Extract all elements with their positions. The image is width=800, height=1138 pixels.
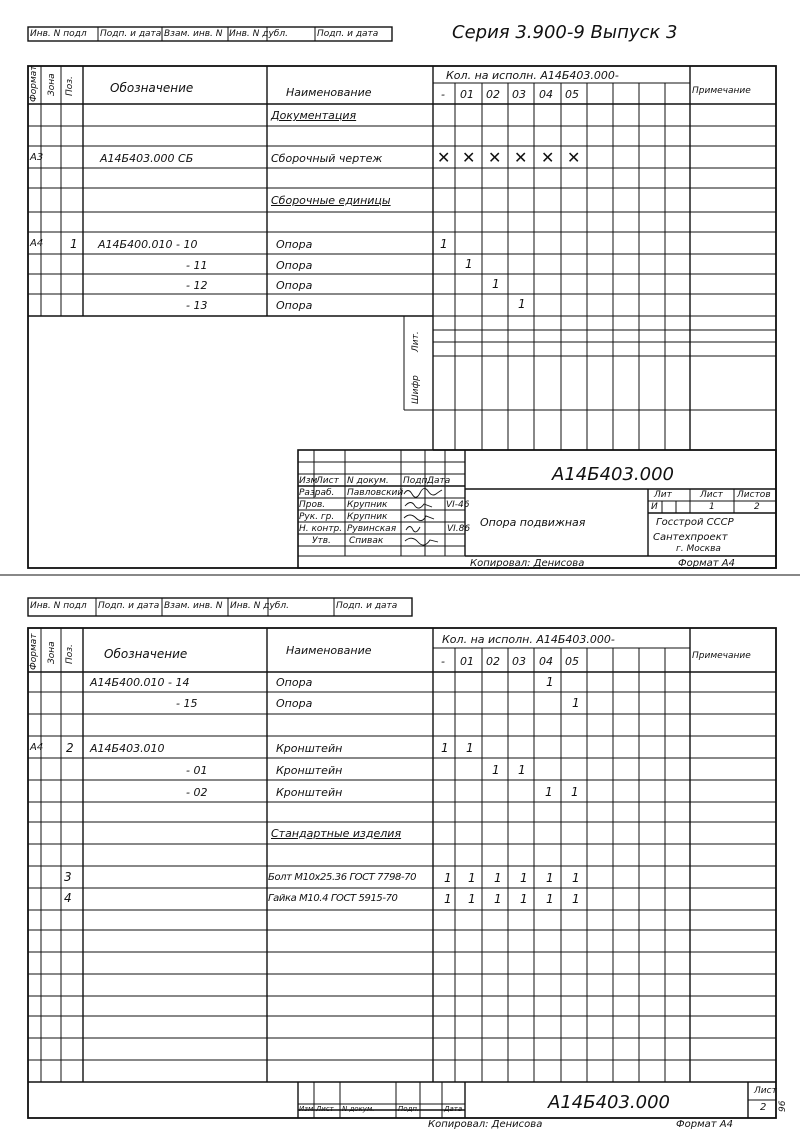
tb-date-1: VI-46 <box>446 500 470 510</box>
tb-format: Формат А4 <box>678 558 735 569</box>
s2-std1-qty-base: 1 <box>444 871 452 885</box>
col-name-header: Наименование <box>286 86 372 99</box>
s2-rowb1-name: Кронштейн <box>276 742 343 755</box>
row4-designation: - 13 <box>186 299 208 312</box>
tb-sheets-label: Листов <box>737 490 771 500</box>
series-title: Серия 3.900-9 Выпуск 3 <box>452 22 678 43</box>
s2-foot-head-doc: N докум. <box>342 1105 375 1113</box>
row4-name: Опора <box>276 299 313 312</box>
s2-sheet-label: Лист <box>754 1086 777 1096</box>
s2-rowa2-name: Опора <box>276 697 313 710</box>
tb-head-date: Дата <box>427 476 451 486</box>
tb-name-approve: Спивак <box>349 536 384 546</box>
variant-03: 03 <box>512 88 526 101</box>
tb-name-dev: Павловский <box>347 488 404 498</box>
s2-rowb2-designation: - 01 <box>186 764 208 777</box>
s2-rowa2-qty: 1 <box>572 696 580 710</box>
tb-title: Опора подвижная <box>480 516 586 529</box>
s2-rowb1-format: А4 <box>30 742 44 753</box>
s2-std2-qty-03: 1 <box>520 892 528 906</box>
s2-std1-qty-04: 1 <box>546 871 554 885</box>
s2-rowb1-pos: 2 <box>66 741 74 755</box>
row1-pos: 1 <box>70 237 78 251</box>
tb-role-norm: Н. контр. <box>299 524 343 534</box>
col-format-header: Формат <box>29 65 39 102</box>
stamp-label-inv-orig: Инв. N подл <box>30 29 87 39</box>
doc-row-mark-04: ✕ <box>541 148 555 167</box>
stamp-label-sign-date-2: Подп. и дата <box>317 29 379 39</box>
col-zone-header: Зона <box>47 73 57 96</box>
doc-row-designation: А14Б403.000 СБ <box>100 152 194 165</box>
tb-org-2: Сантехпроект <box>653 532 728 543</box>
s2-std1-qty-05: 1 <box>572 871 580 885</box>
col-qty-header: Кол. на исполн. А14Б403.000- <box>446 69 619 82</box>
tb-org-1: Госстрой СССР <box>656 517 734 528</box>
side-lit-label: Лит. <box>411 331 421 352</box>
s2-std1-pos: 3 <box>64 870 72 884</box>
s2-side-num: 96 <box>778 1100 788 1112</box>
tb-head-sign: Подп. <box>403 476 431 486</box>
s2-col-format-header: Формат <box>29 633 39 670</box>
row3-name: Опора <box>276 279 313 292</box>
s2-rowa1-qty: 1 <box>546 675 554 689</box>
s2-rowb1-qty-base: 1 <box>441 741 449 755</box>
s2-std1-name: Болт М10х25.36 ГОСТ 7798-70 <box>268 872 417 883</box>
doc-row-mark-01: ✕ <box>462 148 476 167</box>
s2-std2-qty-02: 1 <box>494 892 502 906</box>
s2-std1-qty-03: 1 <box>520 871 528 885</box>
doc-row-format: А3 <box>30 152 44 163</box>
tb-lit-value: И <box>651 502 658 512</box>
tb-head-list: Лист <box>316 476 339 486</box>
row1-designation: А14Б400.010 - 10 <box>98 238 198 251</box>
s2-rowb1-designation: А14Б403.010 <box>90 742 165 755</box>
s2-variant-04: 04 <box>539 655 553 668</box>
stamp-label-sign-date: Подп. и дата <box>100 29 162 39</box>
doc-row-mark-base: ✕ <box>437 148 451 167</box>
s2-col-designation-header: Обозначение <box>104 647 188 661</box>
doc-row-mark-05: ✕ <box>567 148 581 167</box>
col-note-header: Примечание <box>692 86 751 96</box>
s2-col-pos-header: Поз. <box>65 644 75 664</box>
tb-name-norm: Рувинская <box>347 524 397 534</box>
tb-name-check: Крупник <box>347 500 388 510</box>
s2-rowb3-qty-04: 1 <box>545 785 553 799</box>
s2-variant-05: 05 <box>565 655 579 668</box>
tb-sheets-value: 2 <box>754 502 760 512</box>
col-designation-header: Обозначение <box>110 81 194 95</box>
s2-rowb3-qty-05: 1 <box>571 785 579 799</box>
signature-marks <box>402 485 446 547</box>
s2-col-qty-header: Кол. на исполн. А14Б403.000- <box>442 633 615 646</box>
s2-rowb3-name: Кронштейн <box>276 786 343 799</box>
s2-rowb3-designation: - 02 <box>186 786 208 799</box>
variant-02: 02 <box>486 88 500 101</box>
s2-std2-pos: 4 <box>64 891 72 905</box>
s2-std2-qty-05: 1 <box>572 892 580 906</box>
stamp2-label-inv-dup: Инв. N дубл. <box>230 601 289 611</box>
s2-copied: Копировал: Денисова <box>428 1119 543 1130</box>
row2-name: Опора <box>276 259 313 272</box>
s2-variant-base: - <box>441 655 445 668</box>
s2-rowa1-designation: А14Б400.010 - 14 <box>90 676 190 689</box>
row4-qty: 1 <box>518 297 526 311</box>
s2-sheet-value: 2 <box>760 1102 767 1113</box>
tb-role-dev: Разраб. <box>299 488 335 498</box>
tb-city: г. Москва <box>676 544 721 554</box>
s2-rowb2-qty-02: 1 <box>492 763 500 777</box>
doc-row-mark-03: ✕ <box>514 148 528 167</box>
variant-01: 01 <box>460 88 474 101</box>
s2-col-name-header: Наименование <box>286 644 372 657</box>
s2-foot-head-sign: Подп. <box>398 1105 420 1113</box>
s2-rowb2-qty-03: 1 <box>518 763 526 777</box>
s2-std1-qty-02: 1 <box>494 871 502 885</box>
s2-rowa1-name: Опора <box>276 676 313 689</box>
row3-designation: - 12 <box>186 279 208 292</box>
variant-base: - <box>441 88 445 101</box>
s2-format: Формат А4 <box>676 1119 733 1130</box>
s2-section-standard: Стандартные изделия <box>271 827 402 840</box>
row1-qty: 1 <box>440 237 448 251</box>
section-documentation: Документация <box>271 109 357 122</box>
s2-variant-01: 01 <box>460 655 474 668</box>
tb-role-check: Пров. <box>299 500 326 510</box>
tb-role-lead: Рук. гр. <box>299 512 335 522</box>
stamp2-label-sign-date: Подп. и дата <box>98 601 160 611</box>
doc-row-name: Сборочный чертеж <box>271 152 383 165</box>
s2-std2-qty-base: 1 <box>444 892 452 906</box>
section-assemblies: Сборочные единицы <box>271 194 391 207</box>
s2-rowb2-name: Кронштейн <box>276 764 343 777</box>
stamp2-label-inv-orig: Инв. N подл <box>30 601 87 611</box>
row2-qty: 1 <box>465 257 473 271</box>
doc-row-mark-02: ✕ <box>488 148 502 167</box>
row1-format: А4 <box>30 238 44 249</box>
s2-variant-03: 03 <box>512 655 526 668</box>
tb-name-lead: Крупник <box>347 512 388 522</box>
stamp-label-inv-dup: Инв. N дубл. <box>229 29 288 39</box>
s2-col-note-header: Примечание <box>692 651 751 661</box>
stamp2-label-replace: Взам. инв. N <box>164 601 223 611</box>
s2-foot-head-izm: Изм <box>299 1105 314 1113</box>
variant-05: 05 <box>565 88 579 101</box>
stamp-label-replace: Взам. инв. N <box>164 29 223 39</box>
stamp2-label-sign-date-2: Подп. и дата <box>336 601 398 611</box>
side-code-label: Шифр <box>411 375 421 404</box>
tb-sheet-label: Лист <box>700 490 723 500</box>
tb-date-2: VI.86 <box>447 524 471 534</box>
s2-foot-head-list: Лист <box>316 1105 334 1113</box>
tb-lit-label: Лит <box>654 490 672 500</box>
row1-name: Опора <box>276 238 313 251</box>
tb-head-doc: N докум. <box>347 476 389 486</box>
s2-std1-qty-01: 1 <box>468 871 476 885</box>
tb-role-approve: Утв. <box>312 536 331 546</box>
s2-col-zone-header: Зона <box>47 641 57 664</box>
s2-rowb1-qty-01: 1 <box>466 741 474 755</box>
s2-variant-02: 02 <box>486 655 500 668</box>
s2-std2-qty-01: 1 <box>468 892 476 906</box>
s2-rowa2-designation: - 15 <box>176 697 198 710</box>
col-pos-header: Поз. <box>65 76 75 96</box>
variant-04: 04 <box>539 88 553 101</box>
s2-doc-number: А14Б403.000 <box>548 1092 671 1113</box>
row3-qty: 1 <box>492 277 500 291</box>
tb-copied: Копировал: Денисова <box>470 558 585 569</box>
tb-doc-number: А14Б403.000 <box>552 464 675 485</box>
s2-std2-qty-04: 1 <box>546 892 554 906</box>
tb-head-izm: Изм <box>299 476 318 486</box>
s2-foot-head-date: Дата <box>444 1105 463 1113</box>
row2-designation: - 11 <box>186 259 208 272</box>
s2-std2-name: Гайка М10.4 ГОСТ 5915-70 <box>268 893 398 904</box>
tb-sheet-value: 1 <box>709 502 715 512</box>
